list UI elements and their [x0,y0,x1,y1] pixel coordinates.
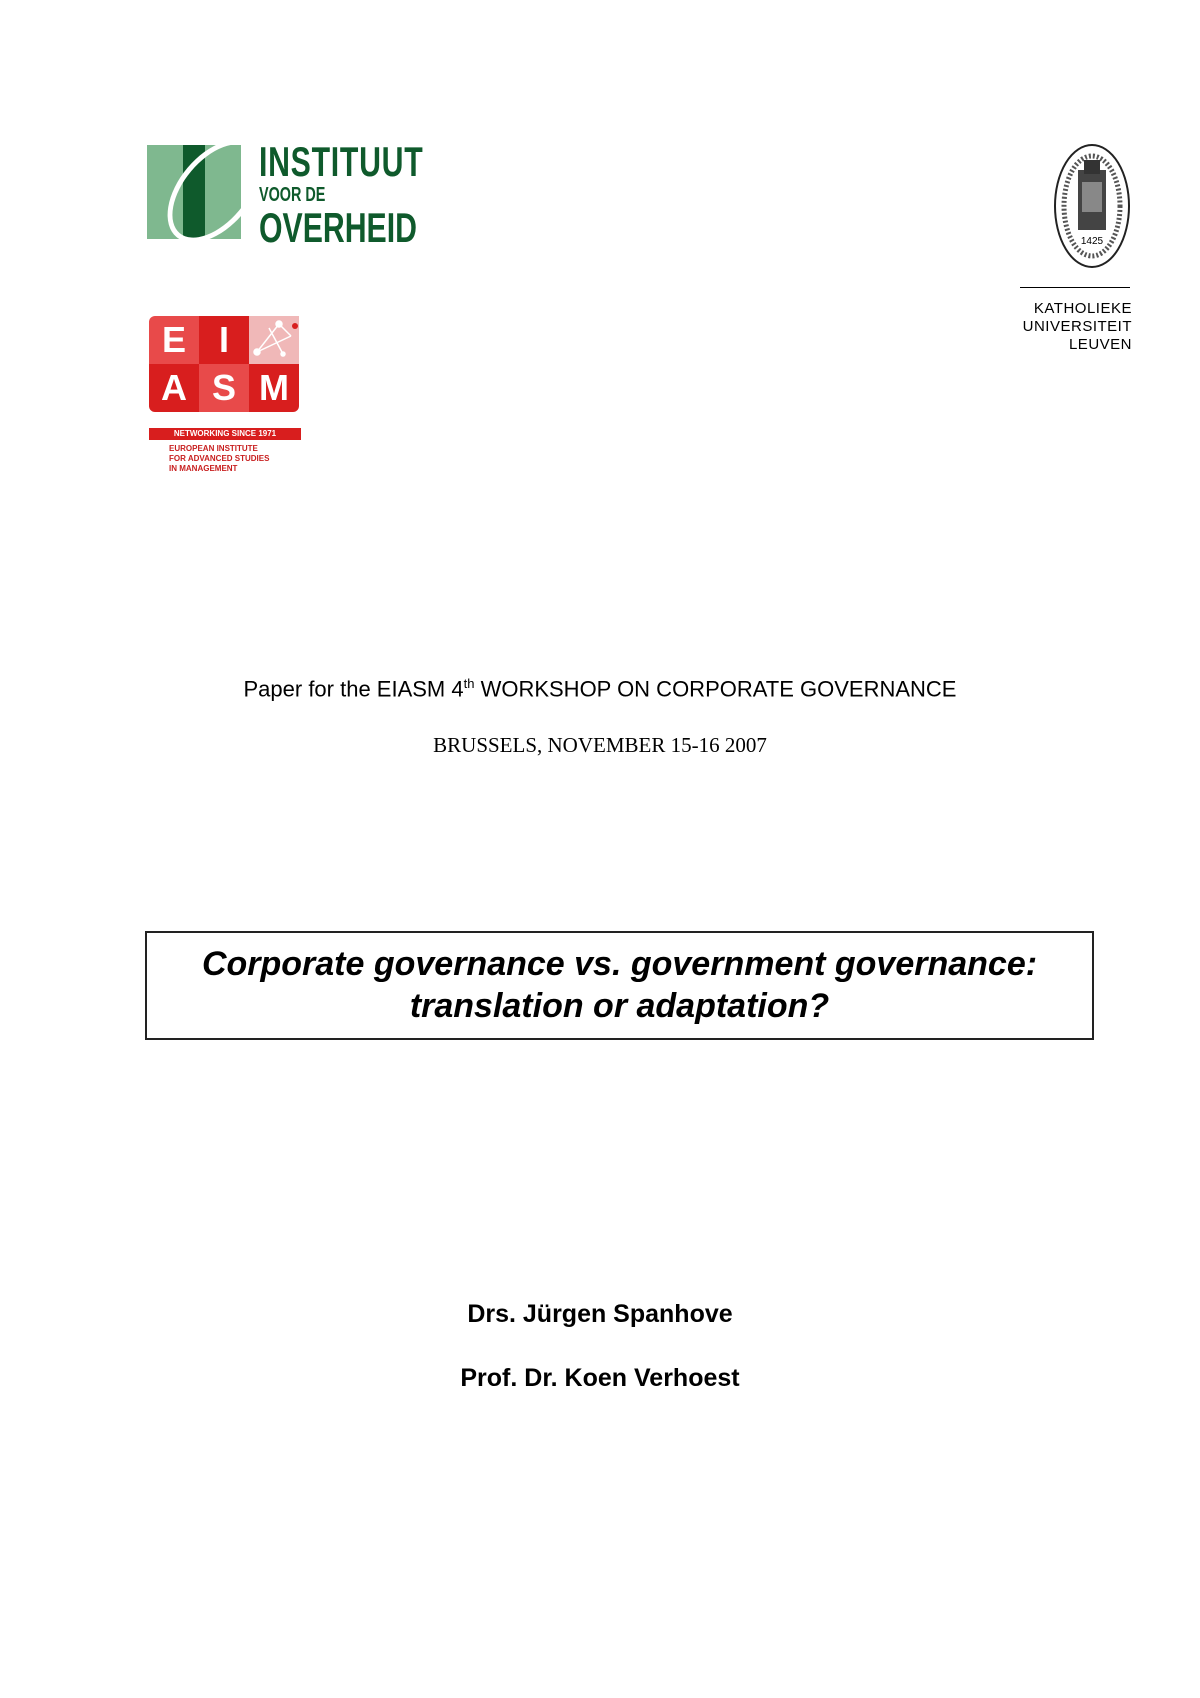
iov-logo-line3: OVERHEID [259,204,417,251]
location-date: BRUSSELS, NOVEMBER 15-16 2007 [433,733,767,757]
eiasm-logo [149,316,313,481]
eiasm-sub-line: FOR ADVANCED STUDIES [169,454,270,463]
eiasm-letter: E [149,316,199,364]
ku-leuven-logo [1015,142,1135,357]
eiasm-letter: M [249,364,299,412]
ku-line: KATHOLIEKE [1033,300,1132,317]
eiasm-sub-line: IN MANAGEMENT [169,464,238,473]
seal-year: 1425 [1080,236,1104,247]
university-seal-icon [1052,142,1132,270]
ku-line: UNIVERSITEIT [1022,318,1132,335]
workshop-line: Paper for the EIASM 4th WORKSHOP ON CORPORATE GOVERNANCE [243,676,957,702]
paper-title-line1: Corporate governance vs. government governance: [201,945,1038,983]
author: Prof. Dr. Koen Verhoest [460,1364,740,1392]
author: Drs. Jürgen Spanhove [467,1300,733,1328]
eiasm-tagline: NETWORKING SINCE 1971 [149,428,301,440]
eiasm-letter: A [149,364,199,412]
paper-title-box [145,931,1094,1040]
network-icon [249,316,299,364]
eiasm-sub-line: EUROPEAN INSTITUTE [169,444,258,453]
iov-logo-line1: INSTITUUT [259,138,424,185]
iov-logo-line2: VOOR DE [259,184,326,206]
iov-logo-mark [147,145,241,239]
eiasm-letter: S [199,364,249,412]
ku-line: LEUVEN [1068,336,1132,353]
eiasm-letter: I [199,316,249,364]
divider [1020,287,1130,288]
paper-title-line2: translation or adaptation? [409,987,830,1025]
instituut-voor-de-overheid-logo [147,138,424,251]
